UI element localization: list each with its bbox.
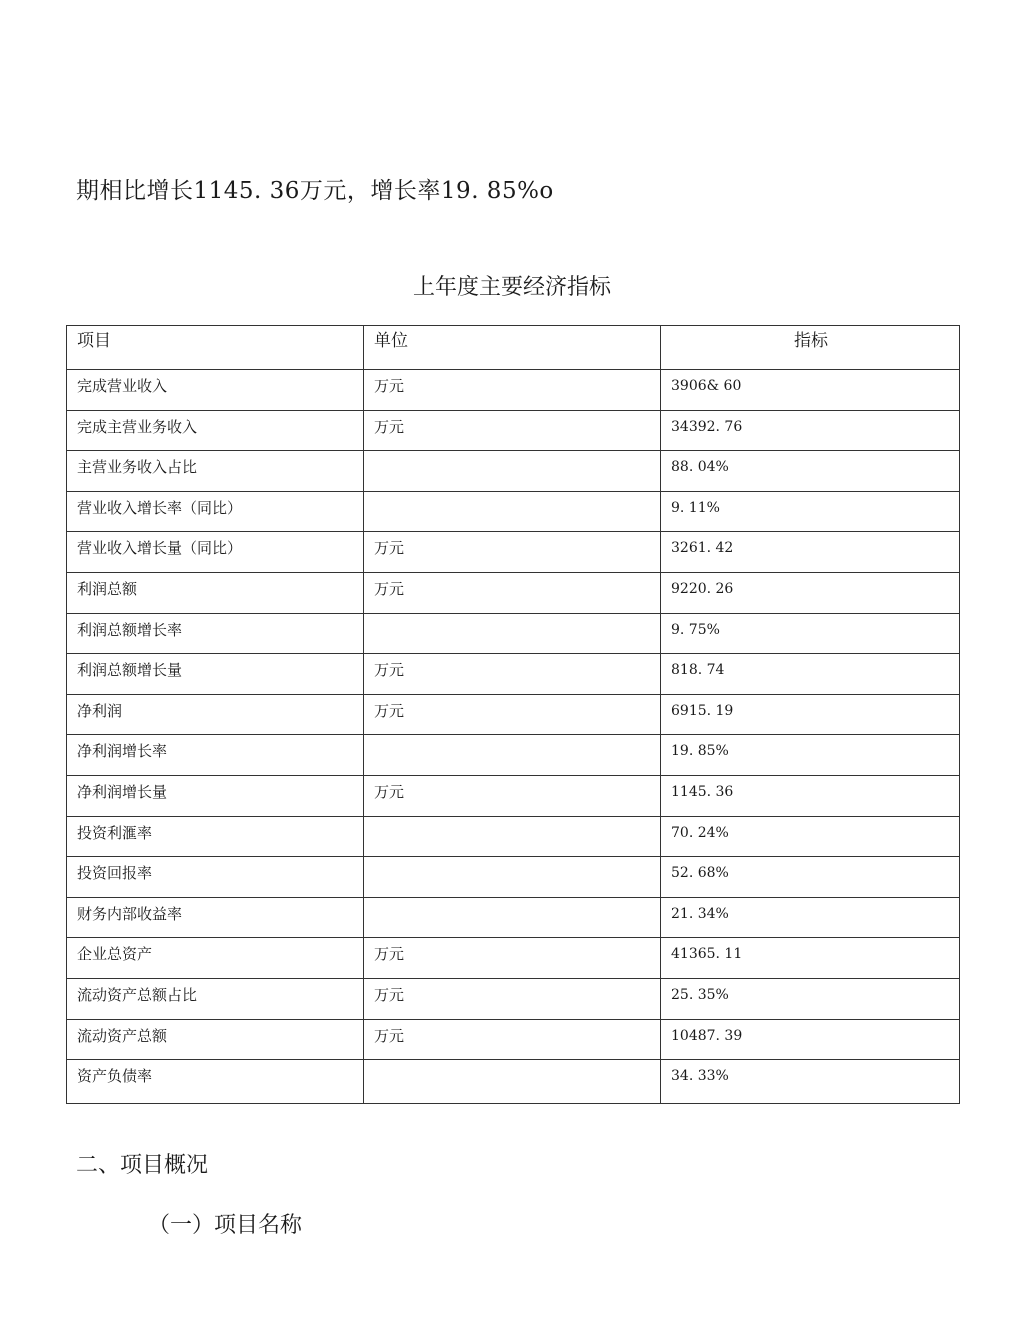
table-row — [67, 532, 960, 573]
row-item: 投资回报率 — [67, 857, 364, 898]
row-value: 21. 34% — [661, 897, 960, 938]
row-unit — [364, 857, 661, 898]
row-unit — [364, 897, 661, 938]
table-title: 上年度主要经济指标 — [412, 275, 611, 300]
header-value: 指标 — [661, 326, 960, 370]
table-row — [67, 897, 960, 938]
table-row — [67, 491, 960, 532]
row-unit — [364, 451, 661, 492]
row-value: 70. 24% — [661, 816, 960, 857]
row-item: 资产负债率 — [67, 1060, 364, 1104]
row-unit: 万元 — [364, 572, 661, 613]
header-unit: 单位 — [364, 326, 661, 370]
row-unit: 万元 — [364, 694, 661, 735]
table-header-row — [67, 326, 960, 370]
row-unit: 万元 — [364, 938, 661, 979]
row-unit — [364, 735, 661, 776]
row-item: 净利润 — [67, 694, 364, 735]
row-item: 营业收入增长量（同比） — [67, 532, 364, 573]
row-item: 企业总资产 — [67, 938, 364, 979]
row-unit: 万元 — [364, 978, 661, 1019]
table-row — [67, 1060, 960, 1104]
row-value: 1145. 36 — [661, 775, 960, 816]
row-item: 营业收入增长率（同比） — [67, 491, 364, 532]
table-row — [67, 938, 960, 979]
row-unit — [364, 491, 661, 532]
row-item: 主营业务收入占比 — [67, 451, 364, 492]
row-item: 流动资产总额 — [67, 1019, 364, 1060]
row-item: 完成营业收入 — [67, 370, 364, 411]
row-item: 利润总额增长量 — [67, 654, 364, 695]
row-unit — [364, 1060, 661, 1104]
row-value: 19. 85% — [661, 735, 960, 776]
row-value: 3261. 42 — [661, 532, 960, 573]
row-value: 34. 33% — [661, 1060, 960, 1104]
row-item: 利润总额 — [67, 572, 364, 613]
table-row — [67, 735, 960, 776]
row-value: 41365. 11 — [661, 938, 960, 979]
row-value: 88. 04% — [661, 451, 960, 492]
sub-heading: （一）项目名称 — [148, 1213, 303, 1238]
row-item: 净利润增长率 — [67, 735, 364, 776]
row-unit: 万元 — [364, 532, 661, 573]
row-value: 10487. 39 — [661, 1019, 960, 1060]
header-item: 项目 — [67, 326, 364, 370]
row-value: 25. 35% — [661, 978, 960, 1019]
row-value: 9. 11% — [661, 491, 960, 532]
table-row — [67, 816, 960, 857]
row-item: 流动资产总额占比 — [67, 978, 364, 1019]
row-value: 9. 75% — [661, 613, 960, 654]
row-value: 6915. 19 — [661, 694, 960, 735]
table-row — [67, 370, 960, 411]
row-item: 财务内部收益率 — [67, 897, 364, 938]
table-row — [67, 694, 960, 735]
table-row — [67, 613, 960, 654]
table-row — [67, 572, 960, 613]
row-value: 52. 68% — [661, 857, 960, 898]
row-unit — [364, 613, 661, 654]
row-value: 818. 74 — [661, 654, 960, 695]
row-unit: 万元 — [364, 775, 661, 816]
row-unit: 万元 — [364, 654, 661, 695]
table-row — [67, 654, 960, 695]
row-unit — [364, 816, 661, 857]
row-item: 完成主营业务收入 — [67, 410, 364, 451]
economic-indicators-table — [66, 325, 960, 1104]
table-row — [67, 775, 960, 816]
row-unit: 万元 — [364, 410, 661, 451]
intro-paragraph: 期相比增长1145. 36万元，增长率19. 85%o — [76, 178, 554, 204]
row-value: 9220. 26 — [661, 572, 960, 613]
row-item: 利润总额增长率 — [67, 613, 364, 654]
table-row — [67, 857, 960, 898]
row-item: 净利润增长量 — [67, 775, 364, 816]
row-unit: 万元 — [364, 1019, 661, 1060]
table-row — [67, 1019, 960, 1060]
section-heading: 二、项目概况 — [76, 1153, 209, 1178]
row-item: 投资利滙率 — [67, 816, 364, 857]
table-row — [67, 451, 960, 492]
table-row — [67, 978, 960, 1019]
row-value: 34392. 76 — [661, 410, 960, 451]
row-value: 3906& 60 — [661, 370, 960, 411]
table-row — [67, 410, 960, 451]
row-unit: 万元 — [364, 370, 661, 411]
